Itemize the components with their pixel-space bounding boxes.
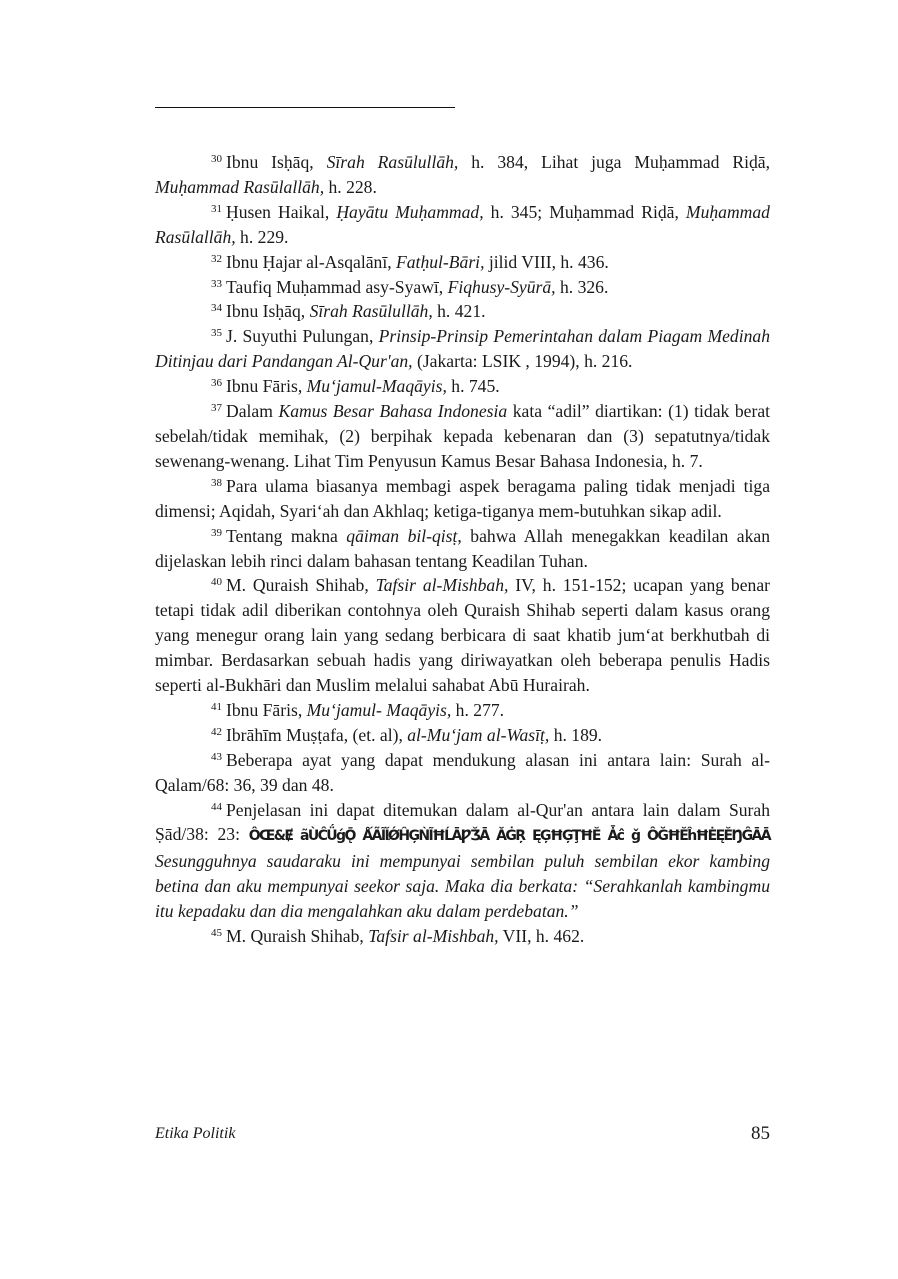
italic-text: Sesungguhnya saudaraku ini mempunyai sembilan puluh sembilan ekor kambing betina dan aku mempunyai seekor saja. Maka dia berkata: “Serahkanlah kambingmu itu kepadaku dan dia mengalahkan aku dalam perdebatan.”	[155, 851, 770, 922]
footnote-number: 31	[211, 202, 222, 215]
footnote-text: (Jakarta: LSIK , 1994), h. 216.	[412, 351, 633, 372]
italic-text: qāiman bil-qisṭ	[346, 525, 458, 546]
italic-text: Sīrah Rasūlullāh,	[309, 301, 433, 322]
footnote-number: 43	[211, 750, 222, 763]
footnote-number: 42	[211, 725, 222, 738]
footnote-number: 37	[211, 402, 222, 415]
italic-text: Prinsip-Prinsip Pemerintahan dalam Piagam Medinah Ditinjau dari Pandangan Al-Qur'an,	[155, 326, 770, 372]
italic-text: al-Mu‘jam al-Wasīṭ,	[407, 724, 550, 745]
footnote-37	[155, 399, 770, 474]
italic-text: Mu‘jamul- Maqāyis,	[306, 699, 452, 720]
italic-text: Ḥayātu Muḥammad,	[336, 201, 484, 222]
footnote-text: h. 384, Lihat juga Muḥammad Riḍā,	[458, 152, 770, 172]
footnote-number: 32	[211, 252, 222, 265]
footnote-number: 30	[211, 153, 222, 165]
footnote-text: h. 421.	[432, 301, 486, 322]
footnote-text: h. 229.	[235, 226, 289, 247]
footnote-number: 41	[211, 700, 222, 713]
footnote-34	[155, 299, 770, 324]
italic-text: Fatḥul-Bāri,	[396, 251, 485, 272]
footnote-separator-rule	[155, 107, 455, 108]
footnote-text: VII, h. 462.	[498, 926, 585, 947]
footnote-33	[155, 275, 770, 300]
footnote-number: 34	[211, 302, 222, 315]
italic-text: Muḥammad Rasūlallāh,	[155, 201, 770, 247]
footnote-number: 33	[211, 277, 222, 290]
footnote-number: 45	[211, 927, 222, 940]
footnote-text: h. 189.	[549, 724, 603, 745]
footnote-text: Ibnu Fāris,	[226, 376, 307, 397]
footnote-text: J. Suyuthi Pulungan,	[226, 326, 379, 347]
footnote-number: 40	[211, 576, 222, 589]
footnote-30	[155, 150, 770, 200]
footnote-text: h. 228.	[324, 176, 377, 197]
footnote-39	[155, 524, 770, 574]
footnote-text: Dalam	[226, 401, 279, 422]
footnote-text: Ibrāhīm Muṣṭafa, (et. al),	[226, 724, 408, 745]
running-title: Etika Politik	[155, 1125, 236, 1142]
footnote-text: Ibnu Isḥāq,	[226, 152, 327, 172]
footnote-text: Ḥusen Haikal,	[226, 201, 337, 222]
garbled-arabic-text: ÔŒ&Ɇ ãÙĈǗǵǬ ǺÃĨĬǾĤĢǸĨĦĹĀǷǮĀ ĂĠŖ ĘĢĦĢŢĦĔ Ǡĉ ǧ ÔĞĦĔĥĦĖĘĔŊĜĀĀ	[248, 828, 770, 845]
page-number: 85	[751, 1123, 770, 1144]
footnote-number: 36	[211, 377, 222, 390]
italic-text: Mu‘jamul-Maqāyis,	[306, 376, 447, 397]
footnotes-block	[155, 150, 770, 949]
footnote-32	[155, 250, 770, 275]
italic-text: Kamus Besar Bahasa Indonesia	[278, 401, 508, 422]
footnote-42	[155, 723, 770, 748]
footnote-text: h. 326.	[555, 276, 609, 297]
footnote-text: Beberapa ayat yang dapat mendukung alasan ini antara lain: Surah al-Qalam/68: 36, 39 dan 48.	[155, 749, 770, 795]
footnote-text: M. Quraish Shihab,	[226, 575, 376, 596]
footnote-35	[155, 324, 770, 374]
footnote-44	[155, 798, 770, 925]
italic-text: Tafsir al-Mishbah,	[375, 575, 509, 596]
footnote-text: Penjelasan ini dapat ditemukan dalam al-Qur'an antara lain dalam Surah Ṣād/38: 23:	[155, 799, 770, 845]
footnote-text: Para ulama biasanya membagi aspek beragama paling tidak menjadi tiga dimensi; Aqidah, Syari‘ah dan Akhlaq; ketiga-tiganya mem-butuhkan sikap adil.	[155, 475, 770, 521]
italic-text: Muḥammad Rasūlallāh,	[155, 176, 325, 197]
footnote-text: Tentang makna	[226, 525, 347, 546]
footnote-text: Ibnu Fāris,	[226, 699, 307, 720]
footnote-text: jilid VIII, h. 436.	[484, 251, 609, 272]
italic-text: Tafsir al-Mishbah,	[368, 926, 499, 947]
footnote-36	[155, 374, 770, 399]
footnote-text: h. 745.	[446, 376, 500, 397]
footnote-45	[155, 924, 770, 949]
footnote-40	[155, 573, 770, 698]
footnote-text: h. 345; Muḥammad Riḍā,	[483, 201, 686, 222]
footnote-text: Taufiq Muḥammad asy-Syawī,	[226, 276, 448, 297]
footnote-number: 39	[211, 526, 222, 539]
footnote-number: 35	[211, 327, 222, 340]
footnote-38	[155, 474, 770, 524]
footnote-31	[155, 200, 770, 250]
footnote-number: 38	[211, 476, 222, 489]
footnote-41	[155, 698, 770, 723]
footnote-text: kata “adil” diartikan: (1) tidak berat sebelah/tidak memihak, (2) berpihak kepada kebenaran dan (3) sepatutnya/tidak sewenang-wenang. Lihat Tim Penyusun Kamus Besar Bahasa Indonesia, h. 7.	[155, 401, 771, 471]
italic-text: Sīrah Rasūlullāh,	[326, 152, 459, 172]
italic-text: Fiqhusy-Syūrā,	[447, 276, 556, 297]
footnote-43	[155, 748, 770, 798]
footnote-text: Ibnu Isḥāq,	[226, 301, 310, 322]
footnote-text: IV, h. 151-152; ucapan yang benar tetapi tidak adil diberikan contohnya oleh Quraish Shihab seperti dalam kasus orang yang menegur orang lain yang sedang berbicara di saat khatib jum‘at berkhutbah di mimbar. Berdasarkan sebuah hadis yang diriwayatkan oleh beberapa penulis Hadis seperti al-Bukhāri dan Muslim melalui sahabat Abū Hurairah.	[155, 575, 770, 696]
footnote-text: M. Quraish Shihab,	[226, 926, 369, 947]
footnote-number: 44	[211, 800, 222, 813]
footnote-text: Ibnu Ḥajar al-Asqalānī,	[226, 251, 397, 272]
footnote-text: h. 277.	[451, 699, 505, 720]
footnote-text: , bahwa Allah menegakkan keadilan akan dijelaskan lebih rinci dalam bahasan tentang Keadilan Tuhan.	[155, 525, 770, 571]
